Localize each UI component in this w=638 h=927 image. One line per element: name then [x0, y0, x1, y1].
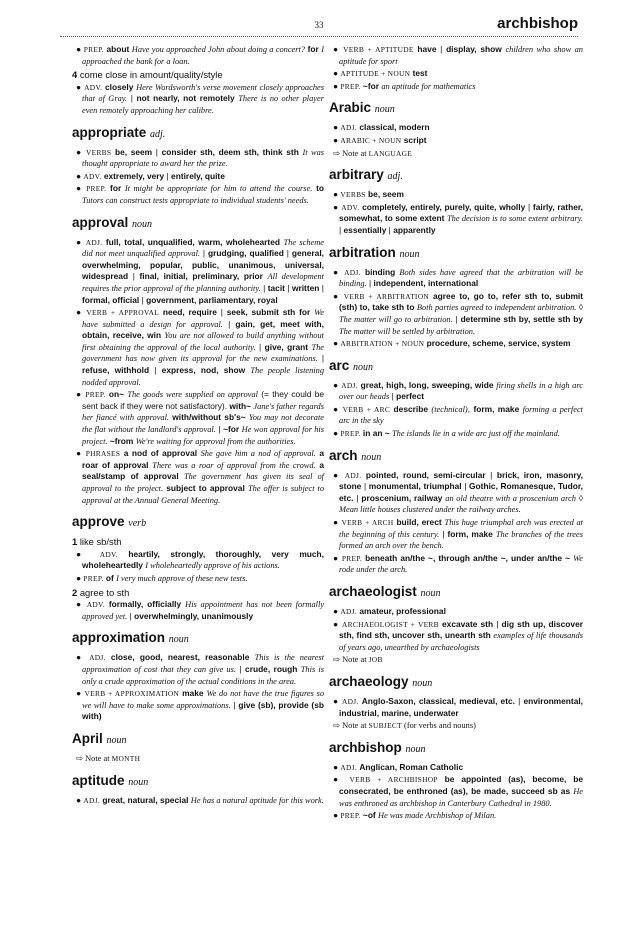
- part-of-speech: noun: [420, 588, 441, 599]
- collocation-block: ● ADJ. binding Both sides have agreed that the arbitration will be binding. | independent, international: [333, 266, 584, 289]
- collocation-block: ● ADJ. great, natural, special He has a natural aptitude for this work.: [76, 794, 324, 805]
- part-of-speech: noun: [128, 776, 149, 788]
- collocation-block: ● PREP. beneath an/the ~, through an/the ~, under an/the ~ We rode under the arch.: [333, 552, 584, 575]
- entry-headword: [329, 245, 583, 263]
- collocation-block: ● ADV. closely Here Wordsworth's verse movement closely approaches that of Gray. | not nearly, not remotely There is no other player even remotely approaching her calibre.: [76, 81, 325, 115]
- collocation-block: ● ADJ. Anglo-Saxon, classical, medieval, etc. | environmental, industrial, marine, underwater: [333, 695, 584, 718]
- running-head: archbishop: [497, 15, 578, 32]
- page-header: [60, 14, 578, 36]
- headword: archaeology: [329, 673, 409, 689]
- collocation-block: ● ADJ. amateur, professional: [333, 606, 446, 616]
- header-rule: [60, 36, 578, 37]
- part-of-speech: noun: [106, 734, 127, 746]
- cross-reference: ⇨ Note at SUBJECT (for verbs and nouns): [333, 721, 476, 731]
- collocation-block: ● ADV. completely, entirely, purely, quite, wholly | fairly, rather, somewhat, to some extent The decision is to some extent arbitrary. | essentially | apparently: [333, 201, 584, 235]
- left-column: [72, 44, 324, 807]
- part-of-speech: noun: [361, 451, 382, 463]
- part-of-speech: noun: [412, 677, 433, 689]
- entry-headword: [72, 630, 324, 648]
- entry-headword: [72, 125, 324, 143]
- cross-reference: ⇨ Note at LANGUAGE: [333, 148, 413, 158]
- entry-headword: [329, 358, 583, 376]
- collocation-block: ● ADV. formally, officially His appointment has not been formally approved yet. | overwhelmingly, unanimously: [76, 599, 325, 621]
- collocation-block: ● PREP. about Have you approached John about doing a concert? for I approached the bank for a loan.: [76, 44, 325, 66]
- part-of-speech: verb: [128, 518, 147, 530]
- collocation-block: ● ADJ. close, good, nearest, reasonable This is the nearest approximation of cost that they can give us. | crude, rough This is only a crude approximation of the actual conditions in the area.: [76, 652, 325, 686]
- collocation-block: ● PREP. for It might be appropriate for him to attend the course. to Tutors can construct tests appropriate to individual students' needs.: [76, 183, 324, 205]
- sense-heading: 4 come close in amount/quality/style: [72, 69, 223, 81]
- cross-reference: ⇨ Note at JOB: [333, 655, 383, 665]
- collocation-block: ● PREP. of I very much approve of these new tests.: [76, 572, 248, 583]
- collocation-block: ● PREP. ~of He was made Archbishop of Milan.: [333, 810, 497, 821]
- entry-headword: [329, 100, 583, 118]
- entry-headword: [72, 215, 324, 233]
- collocation-block: ● APTITUDE + NOUN test: [333, 68, 428, 79]
- collocation-block: ● VERB + ARCH build, erect This huge triumphal arch was erected at the beginning of this century. | form, make The branches of the trees formed an arch over the bench.: [333, 517, 584, 551]
- collocation-block: ● ARABIC + NOUN script: [333, 134, 427, 145]
- entry-headword: [329, 584, 583, 602]
- part-of-speech: adj.: [387, 171, 403, 183]
- headword: approve: [72, 514, 125, 530]
- cross-reference: ⇨ Note at MONTH: [76, 753, 141, 763]
- entry-headword: [72, 731, 324, 749]
- right-column: [329, 44, 583, 823]
- headword: archaeologist: [329, 584, 417, 599]
- collocation-block: ● ARBITRATION + NOUN procedure, scheme, service, system: [333, 338, 571, 349]
- headword: archbishop: [329, 739, 402, 755]
- collocation-block: ● VERB + APPROXIMATION make We do not have the true figures so we will have to make some approximations. | give (sb), provide (sb with): [76, 688, 325, 722]
- part-of-speech: noun: [374, 104, 395, 116]
- part-of-speech: noun: [132, 218, 153, 230]
- part-of-speech: noun: [353, 361, 374, 373]
- collocation-block: ● VERBS be, seem: [333, 189, 404, 200]
- collocation-block: ● ADV. heartily, strongly, thoroughly, very much, wholeheartedly I wholeheartedly approve of his actions.: [76, 548, 325, 571]
- sense-heading: 1 like sb/sth: [72, 536, 122, 548]
- sense-heading: 2 agree to sth: [72, 586, 130, 598]
- page-number: 33: [314, 20, 324, 30]
- collocation-block: ● PREP. ~for an aptitude for mathematics: [333, 80, 476, 91]
- collocation-block: ● PHRASES a nod of approval She gave him a nod of approval. a roar of approval There was a roar of approval from the crowd. a seal/stamp of approval The government has given its seal of approval to the project. subject to approval The offer is subject to approval at the Annual General Meeting.: [76, 448, 325, 505]
- headword: approximation: [72, 630, 166, 646]
- headword: arbitration: [329, 244, 396, 260]
- part-of-speech: noun: [405, 743, 426, 755]
- headword: arch: [329, 447, 358, 463]
- entry-headword: [329, 448, 583, 466]
- collocation-block: ● ADJ. classical, modern: [333, 122, 430, 133]
- collocation-block: ● VERB + ARBITRATION agree to, go to, refer sth to, submit (sth) to, take sth to Both parties agreed to independent arbitration. ◊ The matter will go to arbitration. | determine sth by, settle sth by The matter will be settled by arbitration.: [333, 290, 584, 336]
- entry-headword: [329, 740, 583, 758]
- headword: Arabic: [329, 100, 372, 116]
- entry-headword: [72, 514, 324, 532]
- headword: arc: [329, 357, 350, 373]
- headword: appropriate: [72, 124, 147, 140]
- collocation-block: ● ARCHAEOLOGIST + VERB excavate sth | dig sth up, discover sth, find sth, uncover sth, unearth sth examples of life thousands of years ago, unearthed by archaeologists: [333, 618, 584, 652]
- part-of-speech: noun: [399, 248, 420, 260]
- headword: arbitrary: [329, 167, 384, 183]
- collocation-block: ● ADJ. Anglican, Roman Catholic: [333, 761, 464, 772]
- entry-headword: [329, 167, 583, 185]
- collocation-block: ● ADV. extremely, very | entirely, quite: [76, 170, 225, 181]
- collocation-block: ● VERB + ARC describe (technical), form, make forming a perfect arc in the sky: [333, 403, 583, 426]
- headword: approval: [72, 214, 129, 230]
- collocation-block: ● ADJ. full, total, unqualified, warm, wholehearted The scheme did not meet unqualified approval. | grudging, qualified | general, overwhelming, popular, public, unanimous, universal, widespread | final, initial, preliminary, prior All development requires the prior approval of the planning authority. | tacit | written | formal, official | government, parliamentary, royal: [76, 236, 325, 305]
- collocation-block: ● VERB + ARCHBISHOP be appointed (as), become, be consecrated, be enthroned (as), be made, succeed sb as He was enthroned as archbishop in Canterbury Cathedral in 1980.: [333, 774, 584, 808]
- collocation-block: ● PREP. in an ~ The islands lie in a wide arc just off the mainland.: [333, 428, 560, 439]
- collocation-block: ● VERB + APTITUDE have | display, show children who show an aptitude for sport: [333, 44, 583, 66]
- collocation-block: ● VERBS be, seem | consider sth, deem sth, think sth It was thought appropriate to award her the prize.: [76, 146, 325, 169]
- collocation-block: ● ADJ. great, high, long, sweeping, wide firing shells in a high arc over our heads | perfect: [333, 379, 583, 402]
- entry-headword: [329, 674, 583, 692]
- headword: April: [72, 730, 103, 746]
- collocation-block: ● PREP. on~ The goods were supplied on approval (= they could be sent back if they were not satisfactory). with~ Jane's father regards her fiancé with approval. with/without sb's~ You may not decorate the flat without the landlord's approval. | ~for He won approval for his project. ~from We're waiting for approval from the authorities.: [76, 389, 325, 446]
- part-of-speech: adj.: [150, 128, 166, 140]
- part-of-speech: noun: [168, 634, 189, 646]
- collocation-block: ● VERB + APPROVAL need, require | seek, submit sth for We have submitted a design for approval. | gain, get, meet with, obtain, receive, win You are not allowed to build anything without first obtaining the approval of the local authority. | give, grant The government has now given its approval for the new examinations. | refuse, withhold | express, nod, show The people listening nodded approval.: [76, 307, 325, 387]
- entry-headword: [72, 773, 324, 791]
- headword: aptitude: [72, 772, 125, 788]
- collocation-block: ● ADJ. pointed, round, semi-circular | brick, iron, masonry, stone | monumental, triumphal | Gothic, Romanesque, Tudor, etc. | proscenium, railway an old theatre with a proscenium arch ◊ Mean little houses clustered under the railway arches.: [333, 469, 584, 515]
